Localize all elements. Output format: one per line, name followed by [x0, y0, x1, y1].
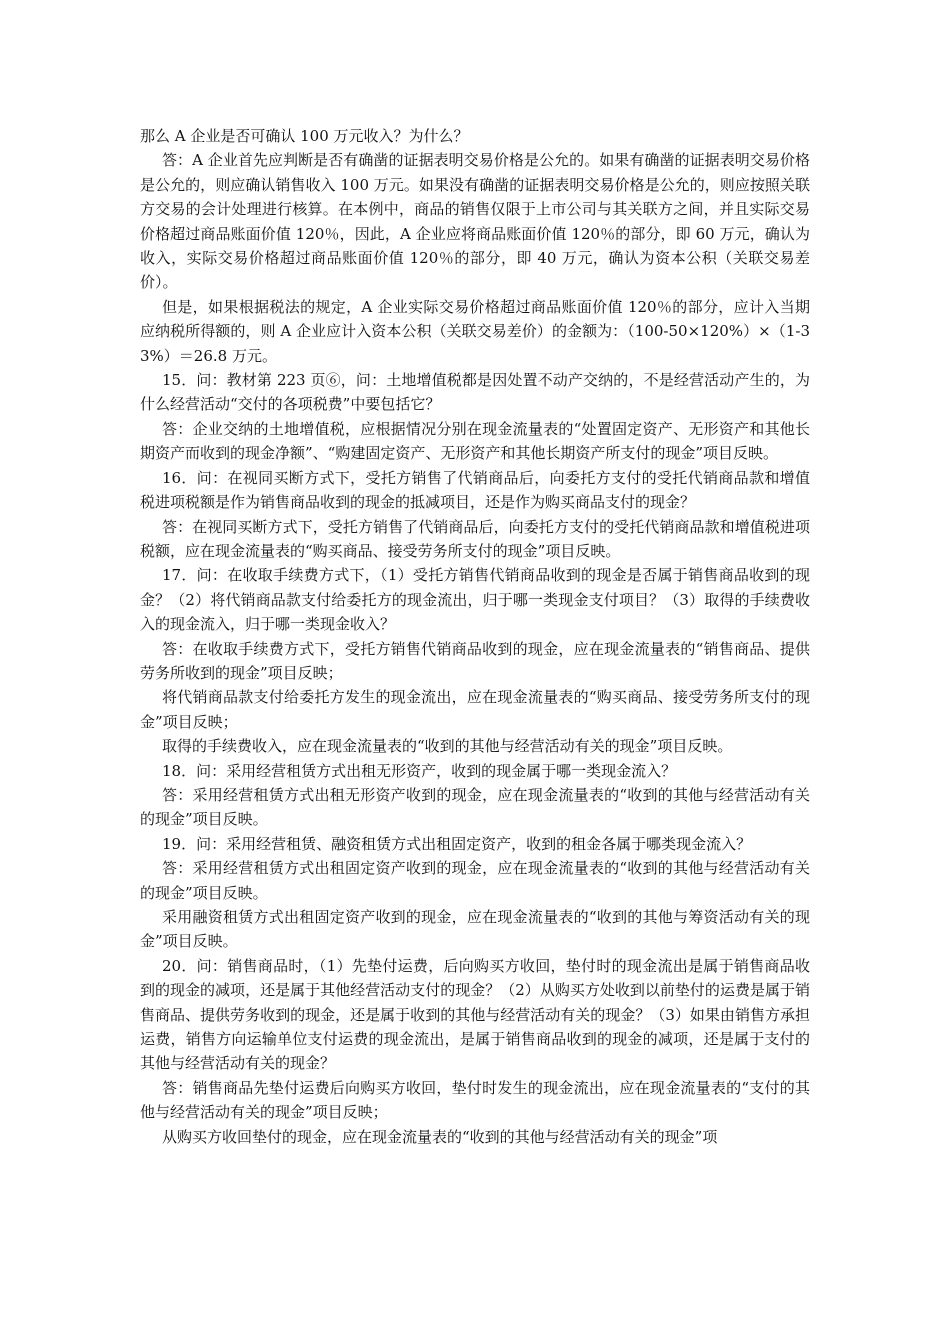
document-body	[140, 124, 810, 1149]
answer-16: 答：在视同买断方式下，受托方销售了代销商品后，向委托方支付的受托代销商品款和增值税进项税额，应在现金流量表的“购买商品、接受劳务所支付的现金”项目反映。	[140, 517, 810, 560]
answer-17-part-2: 将代销商品款支付给委托方发生的现金流出，应在现金流量表的“购买商品、接受劳务所支付的现金”项目反映；	[140, 688, 810, 731]
answer-17-part-1: 答：在收取手续费方式下，受托方销售代销商品收到的现金，应在现金流量表的“销售商品、提供劳务所收到的现金”项目反映；	[140, 639, 810, 682]
answer-17-part-3: 取得的手续费收入，应在现金流量表的“收到的其他与经营活动有关的现金”项目反映。	[162, 737, 733, 756]
question-17: 17．问：在收取手续费方式下，（1）受托方销售代销商品收到的现金是否属于销售商品收到的现金？（2）将代销商品款支付给委托方的现金流出，归于哪一类现金支付项目？（3）取得的手续费收入的现金流入，归于哪一类现金收入？	[140, 566, 810, 634]
question-15: 15．问：教材第 223 页⑥，问：土地增值税都是因处置不动产交纳的，不是经营活动产生的，为什么经营活动“交付的各项税费”中要包括它？	[140, 371, 810, 414]
paragraph: 但是，如果根据税法的规定，A 企业实际交易价格超过商品账面价值 120％的部分，应计入当期应纳税所得额的，则 A 企业应计入资本公积（关联交易差价）的金额为：（100-50×120%）×（1-33%）＝26.8 万元。	[140, 297, 810, 365]
answer-20-part-2: 从购买方收回垫付的现金，应在现金流量表的“收到的其他与经营活动有关的现金”项	[162, 1127, 718, 1146]
answer-19-part-2: 采用融资租赁方式出租固定资产收到的现金，应在现金流量表的“收到的其他与筹资活动有关的现金”项目反映。	[140, 908, 810, 951]
question-20: 20．问：销售商品时，（1）先垫付运费，后向购买方收回，垫付时的现金流出是属于销售商品收到的现金的减项，还是属于其他经营活动支付的现金？（2）从购买方处收到以前垫付的运费是属于销售商品、提供劳务收到的现金，还是属于收到的其他与经营活动有关的现金？（3）如果由销售方承担运费，销售方向运输单位支付运费的现金流出，是属于销售商品收到的现金的减项，还是属于支付的其他与经营活动有关的现金？	[140, 956, 810, 1073]
answer-paragraph: 答：A 企业首先应判断是否有确凿的证据表明交易价格是公允的。如果有确凿的证据表明交易价格是公允的，则应确认销售收入 100 万元。如果没有确凿的证据表明交易价格是公允的，则应按照关联方交易的会计处理进行核算。在本例中，商品的销售仅限于上市公司与其关联方之间，并且实际交易价格超过商品账面价值 120％，因此，A 企业应将商品账面价值 120％的部分，即 60 万元，确认为收入，实际交易价格超过商品账面价值 120％的部分，即 40 万元，确认为资本公积（关联交易差价）。	[140, 151, 810, 292]
answer-20-part-1: 答：销售商品先垫付运费后向购买方收回，垫付时发生的现金流出，应在现金流量表的“支付的其他与经营活动有关的现金”项目反映；	[140, 1078, 810, 1122]
question-16: 16．问：在视同买断方式下，受托方销售了代销商品后，向委托方支付的受托代销商品款和增值税进项税额是作为销售商品收到的现金的抵减项目，还是作为购买商品支付的现金？	[140, 468, 810, 512]
answer-18: 答：采用经营租赁方式出租无形资产收到的现金，应在现金流量表的“收到的其他与经营活动有关的现金”项目反映。	[140, 785, 810, 829]
question-19: 19．问：采用经营租赁、融资租赁方式出租固定资产，收到的租金各属于哪类现金流入？	[162, 834, 752, 853]
question-18: 18．问：采用经营租赁方式出租无形资产，收到的现金属于哪一类现金流入？	[162, 761, 677, 780]
answer-15: 答：企业交纳的土地增值税，应根据情况分别在现金流量表的“处置固定资产、无形资产和其他长期资产而收到的现金净额”、“购建固定资产、无形资产和其他长期资产所支付的现金”项目反映。	[140, 419, 810, 463]
paragraph: 那么 A 企业是否可确认 100 万元收入？为什么？	[140, 127, 469, 145]
answer-19-part-1: 答：采用经营租赁方式出租固定资产收到的现金，应在现金流量表的“收到的其他与经营活动有关的现金”项目反映。	[140, 859, 810, 902]
